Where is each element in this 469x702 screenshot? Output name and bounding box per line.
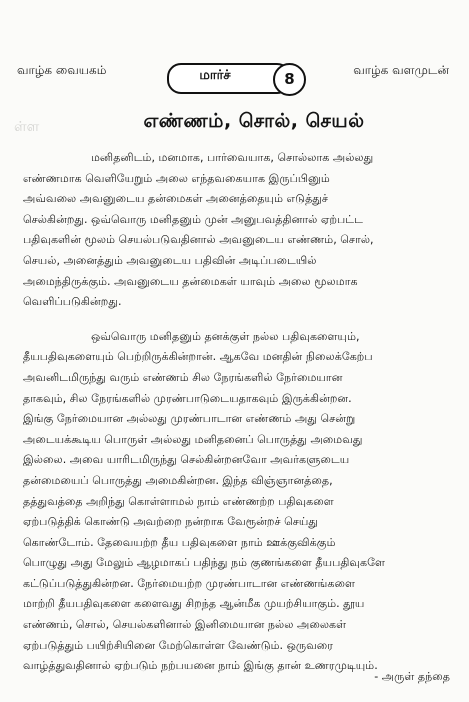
paragraph-2-line: ஏற்படுத்திக் கொண்டு அவற்றை நன்றாக வேரூன்றச் செய்து bbox=[23, 515, 319, 529]
paragraph-2-line: தீயபதிவுகளையும் பெற்றிருக்கின்றான். ஆகவே மனதின் நிலைக்கேற்ப bbox=[23, 350, 373, 364]
paragraph-2-line: ஏற்படுத்தும் பயிற்சியினை மேற்கொள்ள வேண்டும். ஒருவரை bbox=[23, 638, 334, 652]
header-right-greeting: வாழ்க வளமுடன் bbox=[353, 63, 449, 77]
paragraph-2-line: தாகவும், சில நேரங்களில் முரண்பாடுடையதாகவும் இருக்கின்றன. bbox=[23, 391, 352, 405]
date-badge bbox=[167, 63, 295, 94]
paragraph-2-line: இல்லை. அவை யாரிடமிருந்து செல்கின்றனவோ அவர்களுடைய bbox=[23, 453, 350, 467]
paragraph-2-line: எண்ணம், சொல், செயல்களினால் இனிமையான நல்ல அலைகள் bbox=[23, 618, 347, 632]
paragraph-2-line: அவனிடமிருந்து வரும் எண்ணம் சில நேரங்களில் நேர்மையான bbox=[23, 370, 343, 384]
header-left-greeting: வாழ்க வையகம் bbox=[17, 63, 107, 77]
paragraph-1-line: பதிவுகளின் மூலம் செயல்படுவதினால் அவனுடைய எண்ணம், சொல், bbox=[23, 233, 374, 247]
author-signature: - அருள் தந்தை bbox=[374, 670, 450, 683]
paragraph-1-line: வெளிப்படுகின்றது. bbox=[23, 295, 122, 309]
paragraph-2-line: தன்மையைப் பொருத்து அமைகின்றன. இந்த விஞ்ஞானத்தை, bbox=[23, 473, 333, 487]
paragraph-2-line: ஒவ்வொரு மனிதனும் தனக்குள் நல்ல பதிவுகளையும், bbox=[91, 329, 360, 343]
article-body bbox=[23, 148, 457, 677]
paragraph-1-line: செயல், அனைத்தும் அவனுடைய பதிவின் அடிப்படையில் bbox=[23, 253, 317, 267]
paragraph-2-line: பொழுது அது மேலும் ஆழமாகப் பதிந்து நம் குணங்களை தீயபதிவுகளே bbox=[23, 556, 386, 570]
faint-margin-text: ள்ள bbox=[14, 119, 40, 135]
paragraph-1-line: அமைந்திருக்கும். அவனுடைய தன்மைகள் யாவும் அலை மூலமாக bbox=[23, 274, 358, 288]
paragraph-2-line: இங்கு நேர்மையான அல்லது முரண்பாடான எண்ணம் அது சென்று bbox=[23, 412, 356, 426]
paragraph-1-line: செல்கின்றது. ஒவ்வொரு மனிதனும் முன் அனுபவத்தினால் ஏற்பட்ட bbox=[23, 212, 363, 226]
page-title: எண்ணம், சொல், செயல் bbox=[143, 110, 365, 132]
paragraph-2-line: அடையக்கூடிய பொருள் அல்லது மனிதனைப் பொருத்து அமைவது bbox=[23, 432, 363, 446]
paragraph-2-line: வாழ்த்துவதினால் ஏற்படும் நற்பயனை நாம் இங்கு தான் உணரமுடியும். bbox=[23, 659, 378, 673]
paragraph-1-line: அவ்வலை அவனுடைய தன்மைகள் அனைத்தையும் எடுத்துச் bbox=[23, 192, 329, 206]
paragraph-2-line: மாற்றி தீயபதிவுகளை களைவது சிறந்த ஆன்மீக முயற்சியாகும். தூய bbox=[23, 597, 365, 611]
paragraph-2-line: தத்துவத்தை அறிந்து கொள்ளாமல் நாம் எண்ணற்ற பதிவுகளை bbox=[23, 494, 334, 508]
paragraph-1-line: மனிதனிடம், மனமாக, பார்வையாக, சொல்லாக அல்லது bbox=[91, 151, 374, 164]
paragraph-2-line: கொண்டோம். தேவையற்ற தீய பதிவுகளை நாம் ஊக்குவிக்கும் bbox=[23, 535, 336, 549]
day-number: 8 bbox=[273, 63, 306, 96]
paragraph-1-line: எண்ணமாக வெளியேறும் அலை எந்தவகையாக இருப்பினும் bbox=[23, 171, 330, 185]
paragraph-2-line: கட்டுப்படுத்துகின்றன. நேர்மையற்ற முரண்பாடான எண்ணங்களை bbox=[23, 576, 355, 590]
month-label: மார்ச் bbox=[199, 68, 231, 83]
